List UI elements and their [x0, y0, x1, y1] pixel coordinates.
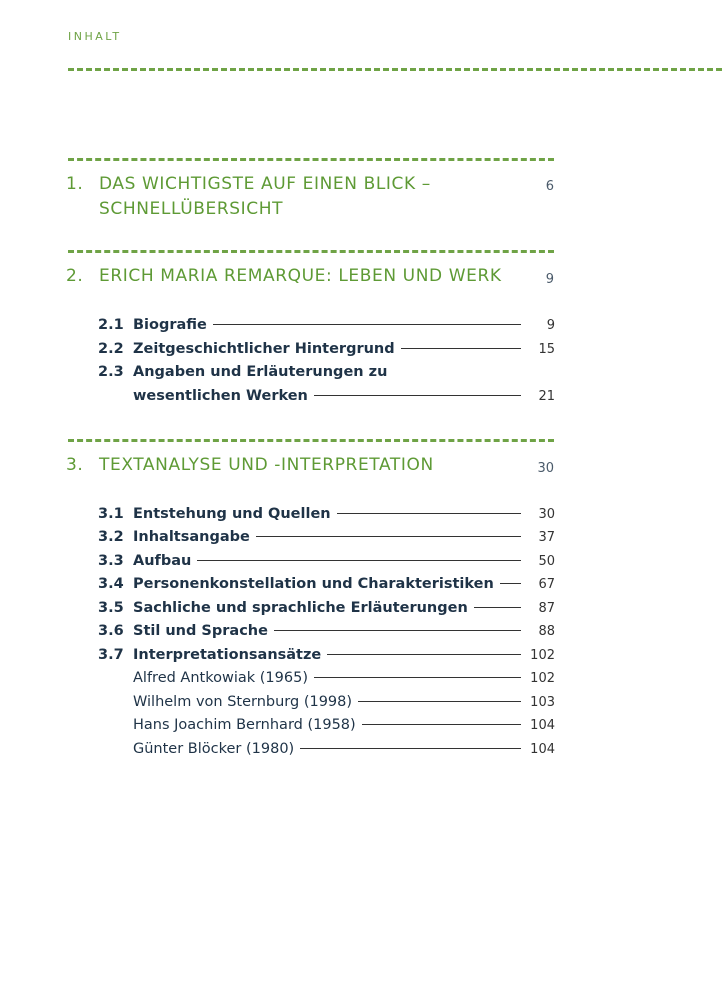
section-page: 37: [538, 530, 555, 545]
section-title: Entstehung und Quellen: [133, 506, 331, 522]
chapter-page: 6: [545, 179, 554, 194]
chapter-title: ERICH MARIA REMARQUE: LEBEN UND WERK: [99, 266, 502, 286]
dot-leader: [337, 513, 521, 514]
header-divider: [68, 68, 722, 71]
dot-leader: [474, 607, 521, 608]
dot-leader: [314, 395, 521, 396]
toc-entry[interactable]: [98, 526, 555, 548]
toc-entry[interactable]: [98, 361, 555, 383]
section-page: 102: [530, 648, 555, 663]
section-number: 3.5: [98, 600, 124, 616]
chapter-title: DAS WICHTIGSTE AUF EINEN BLICK – SCHNELLÜBERSICHT: [99, 174, 431, 219]
dot-leader: [213, 324, 521, 325]
subentry-page: 104: [530, 742, 555, 757]
dot-leader: [362, 724, 521, 725]
chapter-title: TEXTANALYSE UND -INTERPRETATION: [99, 455, 434, 475]
chapter-number: 1.: [66, 174, 84, 194]
section-title: Angaben und Erläuterungen zu: [133, 364, 388, 380]
chapter-page: 9: [545, 272, 554, 287]
section-number: 3.7: [98, 647, 124, 663]
section-number: 3.4: [98, 576, 124, 592]
toc-entry[interactable]: [98, 338, 555, 360]
subentry-title: Wilhelm von Sternburg (1998): [133, 694, 353, 710]
toc-entry[interactable]: [98, 314, 555, 336]
section-title: Sachliche und sprachliche Erläuterungen: [133, 600, 468, 616]
subentry-page: 103: [530, 695, 555, 710]
dot-leader: [314, 677, 521, 678]
dot-leader: [300, 748, 521, 749]
section-page: 50: [538, 554, 555, 569]
section-page: 15: [538, 342, 555, 357]
section-title: Biografie: [133, 317, 207, 333]
toc-subentry[interactable]: [98, 691, 555, 713]
subentry-page: 102: [530, 671, 555, 686]
section-page: 30: [538, 507, 555, 522]
chapter-page: 30: [537, 461, 554, 476]
section-number: 2.3: [98, 364, 124, 380]
toc-entry[interactable]: [98, 644, 555, 666]
chapter-number: 2.: [66, 266, 84, 286]
chapter-divider: [68, 158, 554, 161]
chapter-divider: [68, 250, 554, 253]
section-title: Aufbau: [133, 553, 192, 569]
section-title: Interpretationsansätze: [133, 647, 322, 663]
section-page: 87: [538, 601, 555, 616]
subentry-page: 104: [530, 718, 555, 733]
toc-chapter-3[interactable]: [66, 453, 556, 479]
section-number: 3.2: [98, 529, 124, 545]
toc-subentry[interactable]: [98, 714, 555, 736]
dot-leader: [500, 583, 521, 584]
section-title: Zeitgeschichtlicher Hintergrund: [133, 341, 395, 357]
toc-entry[interactable]: [98, 573, 555, 595]
section-title: wesentlichen Werken: [133, 388, 308, 404]
dot-leader: [327, 654, 521, 655]
toc-subentry[interactable]: [98, 738, 555, 760]
toc-entry[interactable]: [98, 550, 555, 572]
running-header: INHALT: [68, 30, 122, 43]
toc-chapter-2[interactable]: [66, 264, 556, 290]
section-number: 2.1: [98, 317, 124, 333]
section-title: Personenkonstellation und Charakteristiken: [133, 576, 494, 592]
section-page: 67: [538, 577, 555, 592]
section-page: 88: [538, 624, 555, 639]
subentry-title: Günter Blöcker (1980): [133, 741, 295, 757]
dot-leader: [256, 536, 521, 537]
section-page: 9: [546, 318, 555, 333]
chapter-number: 3.: [66, 455, 84, 475]
section-title: Stil und Sprache: [133, 623, 268, 639]
section-page: 21: [538, 389, 555, 404]
dot-leader: [401, 348, 521, 349]
section-number: 3.1: [98, 506, 124, 522]
toc-entry[interactable]: [98, 620, 555, 642]
toc-subentry[interactable]: [98, 667, 555, 689]
subentry-title: Hans Joachim Bernhard (1958): [133, 717, 356, 733]
toc-entry[interactable]: [98, 597, 555, 619]
toc-entry[interactable]: [98, 503, 555, 525]
dot-leader: [274, 630, 521, 631]
section-title: Inhaltsangabe: [133, 529, 250, 545]
dot-leader: [197, 560, 521, 561]
dot-leader: [358, 701, 521, 702]
subentry-title: Alfred Antkowiak (1965): [133, 670, 308, 686]
chapter-divider: [68, 439, 554, 442]
toc-chapter-1[interactable]: [66, 172, 556, 224]
section-number: 2.2: [98, 341, 124, 357]
section-number: 3.3: [98, 553, 124, 569]
section-number: 3.6: [98, 623, 124, 639]
toc-entry-continuation[interactable]: [98, 385, 555, 407]
